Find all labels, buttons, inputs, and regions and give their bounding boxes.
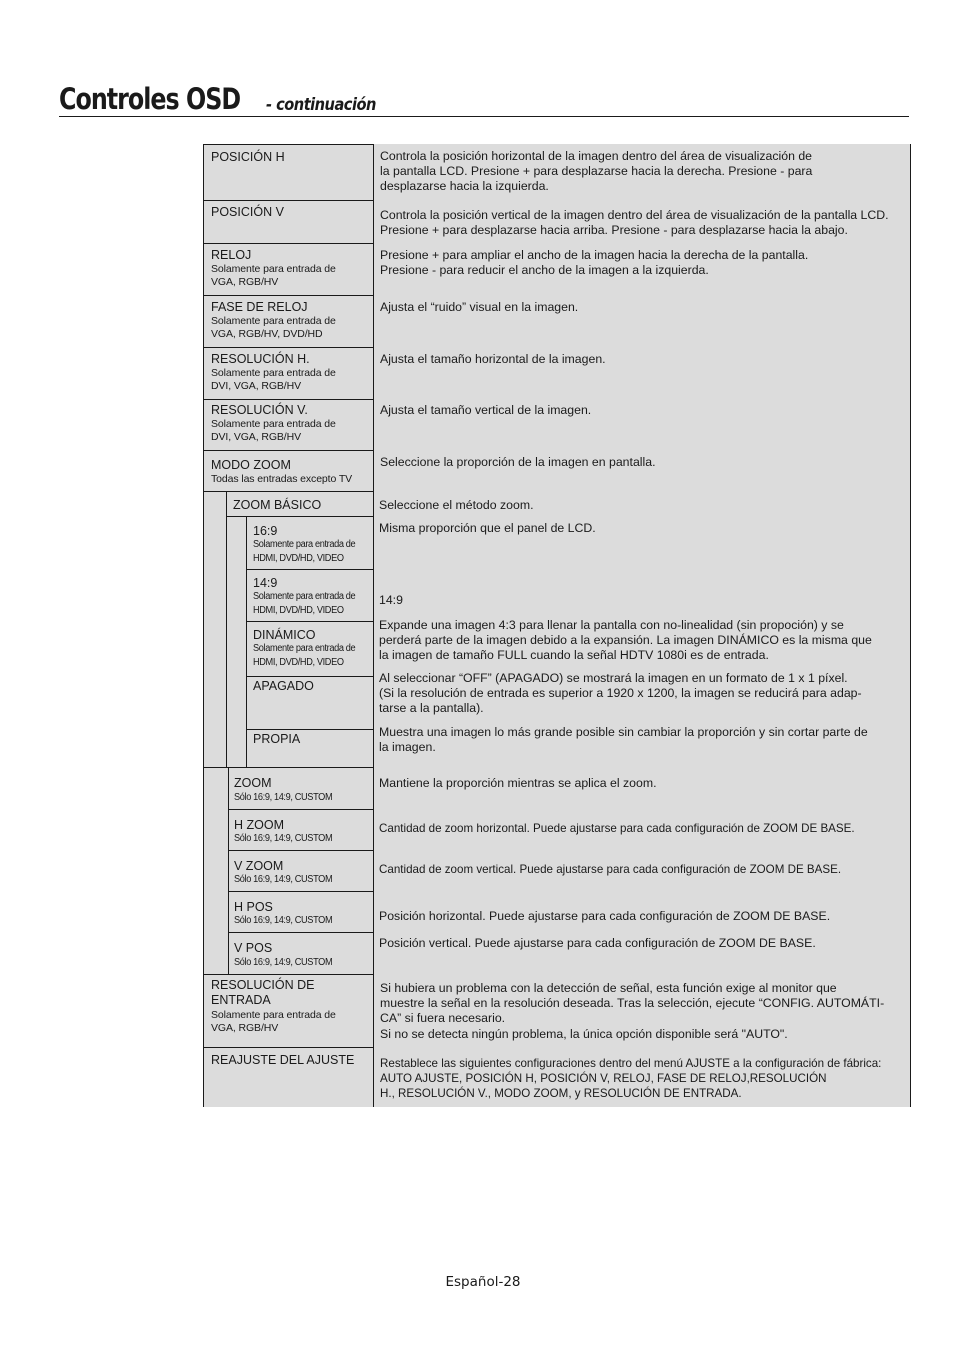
desc-modo-zoom: Seleccione la proporción de la imagen en pantalla. xyxy=(380,455,656,469)
desc-propia: Muestra una imagen lo más grande posible sin cambiar la proporción y sin cortar parte de la imagen. xyxy=(379,725,868,755)
desc-16-9: Misma proporción que el panel de LCD. xyxy=(379,521,596,535)
note-16-9: Solamente para entrada de HDMI, DVD/HD, VIDEO xyxy=(253,539,356,564)
desc-zoom: Mantiene la proporción mientras se aplica el zoom. xyxy=(379,776,657,790)
label-16-9: 16:9 xyxy=(253,524,278,538)
page-title: Controles OSD xyxy=(59,82,241,116)
page-header xyxy=(59,82,909,117)
desc-v-pos: Posición vertical. Puede ajustarse para cada configuración de ZOOM DE BASE. xyxy=(379,936,816,950)
note-v-zoom: Sólo 16:9, 14:9, CUSTOM xyxy=(234,874,333,885)
desc-dinamico: Expande una imagen 4:3 para llenar la pantalla con no-linealidad (sin propoción) y se perderá parte de la imagen debido a la expansión. La imagen DINÁMICO es la misma que la imagen de tamaño FULL cuando la señal HDTV 1080i es de entrada. xyxy=(379,618,872,663)
note-resolucion-v: Solamente para entrada de DVI, VGA, RGB/HV xyxy=(211,418,336,443)
label-modo-zoom: MODO ZOOM xyxy=(211,458,291,472)
label-14-9: 14:9 xyxy=(253,576,278,590)
osd-controls-table xyxy=(203,144,911,1107)
label-fase-de-reloj: FASE DE RELOJ xyxy=(211,300,308,314)
note-h-zoom: Sólo 16:9, 14:9, CUSTOM xyxy=(234,833,333,844)
label-posicion-v: POSICIÓN V xyxy=(211,205,284,219)
desc-reajuste-del-ajuste: Restablece las siguientes configuraciones dentro del menú AJUSTE a la configuración de fábrica: AUTO AJUSTE, POSICIÓN H, POSICIÓN V, RELOJ, FASE DE RELOJ,RESOLUCIÓN H., RESOLUCIÓN V., MODO ZOOM, y RESOLUCIÓN DE ENTRADA. xyxy=(380,1057,882,1100)
desc-posicion-h: Controla la posición horizontal de la imagen dentro del área de visualización de la pantalla LCD. Presione + para desplazarse hacia la derecha. Presione - para desplazarse hacia la izquierda. xyxy=(380,149,813,194)
label-reloj: RELOJ xyxy=(211,248,252,262)
desc-v-zoom: Cantidad de zoom vertical. Puede ajustarse para cada configuración de ZOOM DE BASE. xyxy=(379,863,842,876)
desc-apagado: Al seleccionar “OFF” (APAGADO) se mostrará la imagen en un formato de 1 x 1 píxel. (Si la resolución de entrada es superior a 1920 x 1200, la imagen se reducirá para adap- tarse a la pantalla). xyxy=(379,671,862,716)
label-v-zoom: V ZOOM xyxy=(234,859,284,873)
note-14-9: Solamente para entrada de HDMI, DVD/HD, VIDEO xyxy=(253,591,356,616)
label-v-pos: V POS xyxy=(234,941,273,955)
label-zoom-basico: ZOOM BÁSICO xyxy=(233,498,322,512)
desc-posicion-v: Controla la posición vertical de la imagen dentro del área de visualización de la pantalla LCD. Presione + para desplazarse hacia arriba. Presione - para desplazarse hacia la abajo. xyxy=(380,208,889,238)
note-fase-de-reloj: Solamente para entrada de VGA, RGB/HV, DVD/HD xyxy=(211,315,336,340)
label-reajuste-del-ajuste: REAJUSTE DEL AJUSTE xyxy=(211,1053,355,1067)
desc-resolucion-v: Ajusta el tamaño vertical de la imagen. xyxy=(380,403,592,417)
label-resolucion-h: RESOLUCIÓN H. xyxy=(211,352,310,366)
page-subtitle: - continuación xyxy=(266,95,376,115)
note-resolucion-de-entrada: Solamente para entrada de VGA, RGB/HV xyxy=(211,1009,336,1034)
label-propia: PROPIA xyxy=(253,732,301,746)
desc-fase-de-reloj: Ajusta el “ruido” visual en la imagen. xyxy=(380,300,579,314)
label-posicion-h: POSICIÓN H xyxy=(211,150,285,164)
label-apagado: APAGADO xyxy=(253,679,314,693)
desc-resolucion-de-entrada: Si hubiera un problema con la detección de señal, esta función exige al monitor que muestre la señal en la resolución deseada. Tras la selección, ejecute “CONFIG. AUTOMÁTI- CA” si fuera necesario. Si no se detecta ningún problema, la única opción disponible será "AUTO". xyxy=(380,981,885,1041)
note-h-pos: Sólo 16:9, 14:9, CUSTOM xyxy=(234,915,333,926)
label-zoom: ZOOM xyxy=(234,776,272,790)
note-dinamico: Solamente para entrada de HDMI, DVD/HD, VIDEO xyxy=(253,643,356,668)
note-reloj: Solamente para entrada de VGA, RGB/HV xyxy=(211,263,336,288)
label-h-pos: H POS xyxy=(234,900,273,914)
desc-zoom-basico: Seleccione el método zoom. xyxy=(379,498,534,512)
note-v-pos: Sólo 16:9, 14:9, CUSTOM xyxy=(234,957,333,968)
label-dinamico: DINÁMICO xyxy=(253,628,316,642)
desc-14-9: 14:9 xyxy=(379,593,403,607)
page-number: Español-28 xyxy=(445,1274,521,1290)
desc-resolucion-h: Ajusta el tamaño horizontal de la imagen. xyxy=(380,352,606,366)
label-resolucion-de-entrada: RESOLUCIÓN DE ENTRADA xyxy=(211,978,315,1007)
note-modo-zoom: Todas las entradas excepto TV xyxy=(211,473,353,485)
note-resolucion-h: Solamente para entrada de DVI, VGA, RGB/HV xyxy=(211,367,336,392)
label-resolucion-v: RESOLUCIÓN V. xyxy=(211,403,308,417)
desc-h-pos: Posición horizontal. Puede ajustarse para cada configuración de ZOOM DE BASE. xyxy=(379,909,831,923)
desc-reloj: Presione + para ampliar el ancho de la imagen hacia la derecha de la pantalla. Presione - para reducir el ancho de la imagen a la izquierda. xyxy=(380,248,809,278)
label-h-zoom: H ZOOM xyxy=(234,818,284,832)
desc-h-zoom: Cantidad de zoom horizontal. Puede ajustarse para cada configuración de ZOOM DE BASE. xyxy=(379,822,855,835)
note-zoom: Sólo 16:9, 14:9, CUSTOM xyxy=(234,792,333,803)
